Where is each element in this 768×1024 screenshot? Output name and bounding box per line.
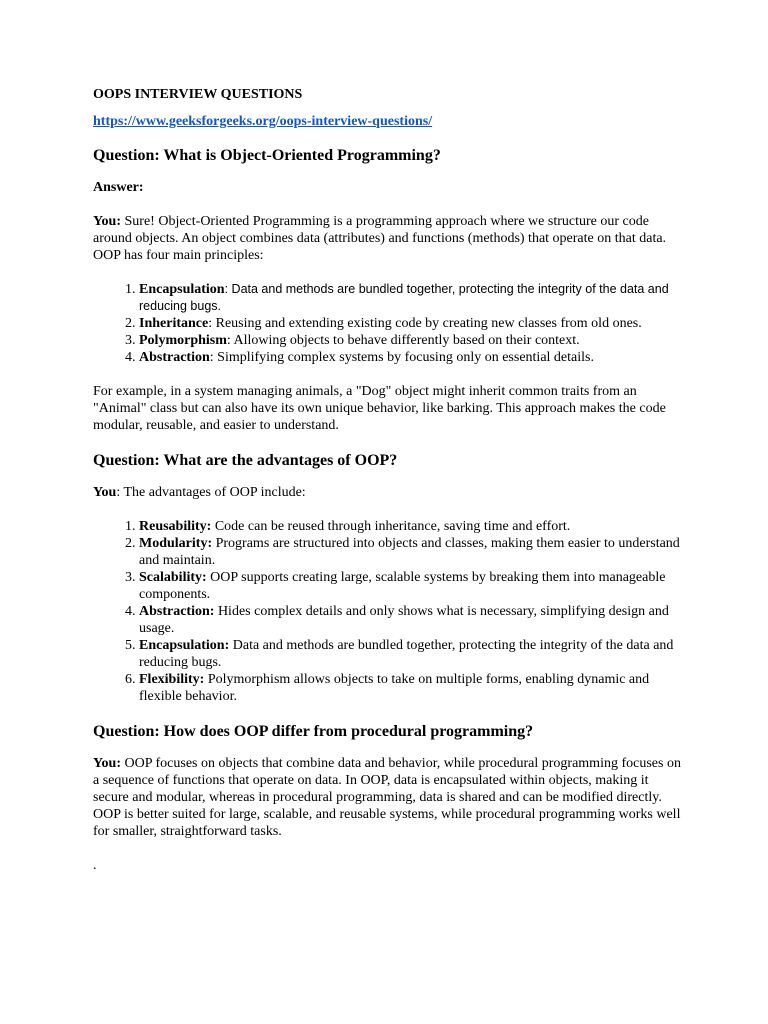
list-item-term: Reusability: bbox=[139, 519, 212, 534]
list-item-desc: Hides complex details and only shows what is necessary, simplifying design and usage. bbox=[139, 604, 669, 636]
list-item-term: Encapsulation: bbox=[139, 638, 230, 653]
list-item bbox=[139, 671, 683, 705]
source-link[interactable]: https://www.geeksforgeeks.org/oops-interview-questions/ bbox=[93, 114, 433, 129]
question-heading-2: Question: What are the advantages of OOP? bbox=[93, 452, 398, 469]
list-item-term: Modularity: bbox=[139, 536, 213, 551]
list-item-term: Abstraction bbox=[139, 350, 210, 365]
list-item-term: Inheritance bbox=[139, 316, 209, 331]
answer-intro-1 bbox=[93, 213, 683, 264]
document-page bbox=[93, 86, 683, 874]
list-item bbox=[139, 332, 683, 349]
list-item-desc: Data and methods are bundled together, protecting the integrity of the data and reducing bugs. bbox=[139, 638, 674, 670]
answer-label: Answer: bbox=[93, 180, 144, 195]
list-item-desc: : Reusing and extending existing code by creating new classes from old ones. bbox=[208, 316, 642, 331]
list-item-term: Encapsulation bbox=[139, 282, 225, 297]
list-item-desc: Programs are structured into objects and classes, making them easier to understand and maintain. bbox=[139, 536, 680, 568]
list-item bbox=[139, 315, 683, 332]
list-item-term: Scalability: bbox=[139, 570, 207, 585]
list-item bbox=[139, 569, 683, 603]
list-item-desc: : Simplifying complex systems by focusing only on essential details. bbox=[209, 350, 594, 365]
list-item-desc: Code can be reused through inheritance, saving time and effort. bbox=[211, 519, 571, 534]
principles-list bbox=[93, 281, 683, 366]
list-item-desc: : Data and methods are bundled together, protecting the integrity of the data and reducing bugs. bbox=[139, 282, 669, 313]
answer-intro-text: : The advantages of OOP include: bbox=[116, 485, 306, 500]
answer-paragraph-3 bbox=[93, 755, 683, 840]
trailing-period: . bbox=[93, 858, 97, 873]
list-item-term: Abstraction: bbox=[139, 604, 215, 619]
list-item-desc: OOP supports creating large, scalable systems by breaking them into manageable components. bbox=[139, 570, 666, 602]
list-item bbox=[139, 535, 683, 569]
list-item bbox=[139, 281, 683, 315]
list-item-desc: : Allowing objects to behave differently based on their context. bbox=[226, 333, 580, 348]
question-heading-3: Question: How does OOP differ from procedural programming? bbox=[93, 723, 534, 740]
list-item bbox=[139, 637, 683, 671]
list-item bbox=[139, 603, 683, 637]
document-title: OOPS INTERVIEW QUESTIONS bbox=[93, 87, 303, 102]
question-heading-1: Question: What is Object-Oriented Programming? bbox=[93, 147, 441, 164]
list-item-desc: Polymorphism allows objects to take on multiple forms, enabling dynamic and flexible behavior. bbox=[139, 672, 650, 704]
answer-intro-2 bbox=[93, 484, 683, 501]
advantages-list bbox=[93, 518, 683, 705]
list-item bbox=[139, 349, 683, 366]
list-item-term: Flexibility: bbox=[139, 672, 205, 687]
speaker-label: You: bbox=[93, 214, 122, 229]
speaker-label: You bbox=[93, 485, 117, 500]
example-paragraph: For example, in a system managing animals, a "Dog" object might inherit common traits from an "Animal" class but can also have its own unique behavior, like barking. This approach makes the code modular, reusable, and easier to understand. bbox=[93, 384, 666, 433]
answer-intro-text: Sure! Object-Oriented Programming is a programming approach where we structure our code around objects. An object combines data (attributes) and functions (methods) that operate on that data. OOP has four main principles: bbox=[93, 214, 667, 263]
list-item-term: Polymorphism bbox=[139, 333, 227, 348]
speaker-label: You: bbox=[93, 756, 122, 771]
list-item bbox=[139, 518, 683, 535]
answer-text: OOP focuses on objects that combine data and behavior, while procedural programming focuses on a sequence of functions that operate on data. In OOP, data is encapsulated within objects, making it secure and modular, whereas in procedural programming, data is shared and can be modified directly. OOP is better suited for large, scalable, and reusable systems, while procedural programming works well for smaller, straightforward tasks. bbox=[93, 756, 681, 839]
